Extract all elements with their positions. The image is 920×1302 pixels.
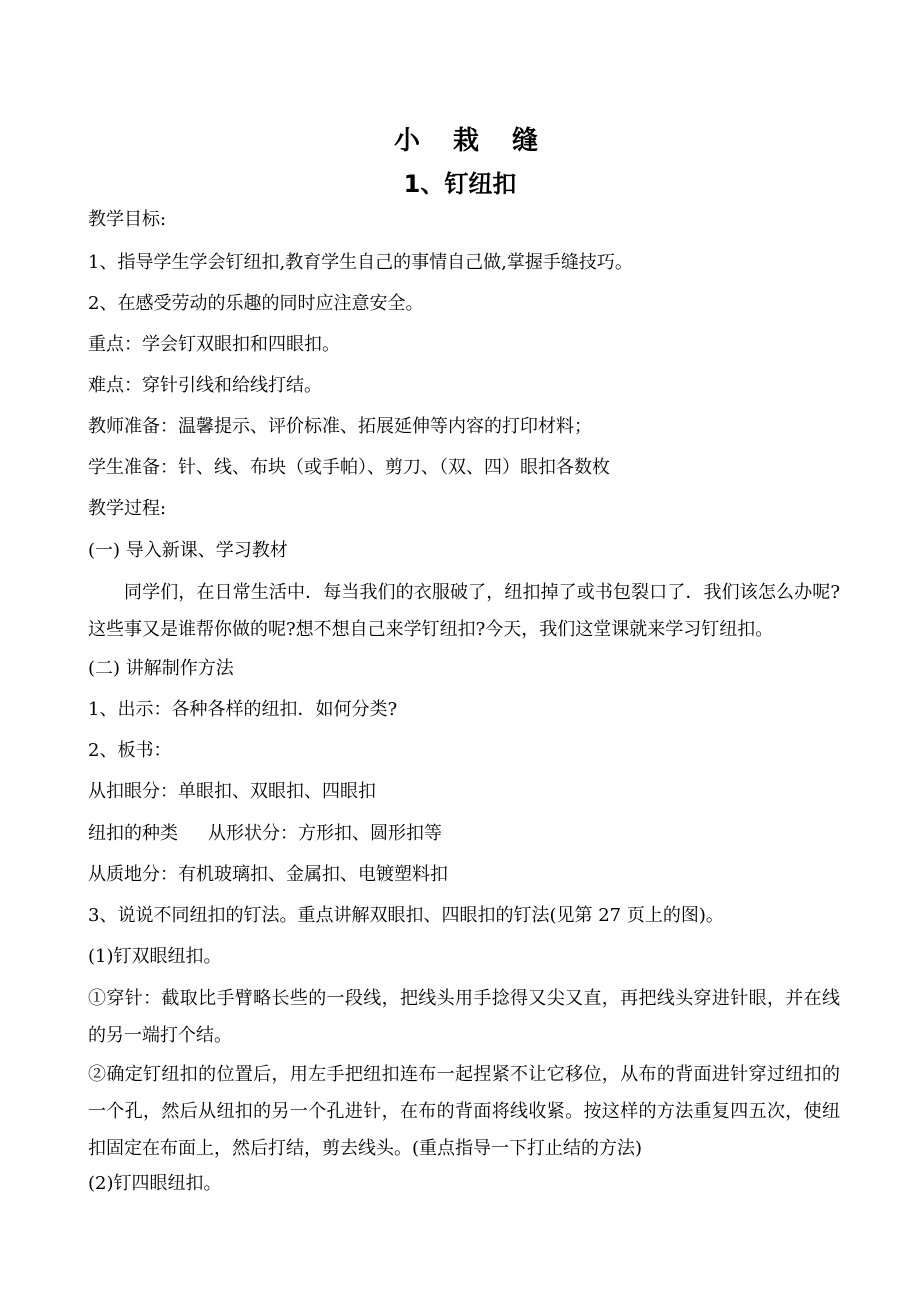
sub-heading-four-hole: (2)钉四眼纽扣。 xyxy=(88,1173,222,1194)
classification-by-material: 从质地分：有机玻璃扣、金属扣、电镀塑料扣 xyxy=(88,864,448,885)
classification-by-holes: 从扣眼分：单眼扣、双眼扣、四眼扣 xyxy=(88,781,376,802)
step-2: 2、板书： xyxy=(88,740,172,761)
step-3: 3、说说不同纽扣的钉法。重点讲解双眼扣、四眼扣的钉法(见第 27 页上的图)。 xyxy=(88,905,724,926)
intro-paragraph: 同学们，在日常生活中．每当我们的衣服破了，纽扣掉了或书包裂口了．我们该怎么办呢?这些事又是谁帮你做的呢?想不想自己来学钉纽扣?今天，我们这堂课就来学习钉纽扣。 xyxy=(88,582,840,640)
document-title: 小 栽 缝 xyxy=(393,126,551,156)
sub-heading-two-hole: (1)钉双眼纽扣。 xyxy=(88,946,222,967)
button-types-label: 纽扣的种类 xyxy=(88,823,178,844)
lesson-title: 1、钉纽扣 xyxy=(403,170,517,198)
threading-paragraph: ①穿针：截取比手臂略长些的一段线，把线头用手捻得又尖又直，再把线头穿进针眼，并在线的另一端打个结。 xyxy=(88,988,840,1046)
teacher-preparation: 教师准备：温馨提示、评价标准、拓展延伸等内容的打印材料； xyxy=(88,416,592,437)
goal-item-2: 2、在感受劳动的乐趣的同时应注意安全。 xyxy=(88,293,424,314)
classification-row xyxy=(88,816,848,852)
goal-item-1: 1、指导学生学会钉纽扣,教育学生自己的事情自己做,掌握手缝技巧。 xyxy=(88,252,633,273)
section-heading-1: (一) 导入新课、学习教材 xyxy=(88,540,288,561)
section-heading-2: (二) 讲解制作方法 xyxy=(88,658,234,679)
sewing-paragraph: ②确定钉纽扣的位置后，用左手把纽扣连布一起捏紧不让它移位，从布的背面进针穿过纽扣的一个孔，然后从纽扣的另一个孔进针，在布的背面将线收紧。按这样的方法重复四五次，使纽扣固定在布面上，然后打结，剪去线头。(重点指导一下打止结的方法) xyxy=(88,1064,840,1159)
heading-teaching-process: 教学过程: xyxy=(88,498,167,519)
student-preparation: 学生准备：针、线、布块（或手帕）、剪刀、（双、四）眼扣各数枚 xyxy=(88,457,610,478)
difficult-point: 难点：穿针引线和给线打结。 xyxy=(88,375,322,396)
heading-teaching-goals: 教学目标: xyxy=(88,209,167,230)
key-point: 重点：学会钉双眼扣和四眼扣。 xyxy=(88,334,340,355)
step-1: 1、出示：各种各样的纽扣．如何分类? xyxy=(88,699,398,720)
classification-by-shape: 从形状分：方形扣、圆形扣等 xyxy=(208,823,442,844)
